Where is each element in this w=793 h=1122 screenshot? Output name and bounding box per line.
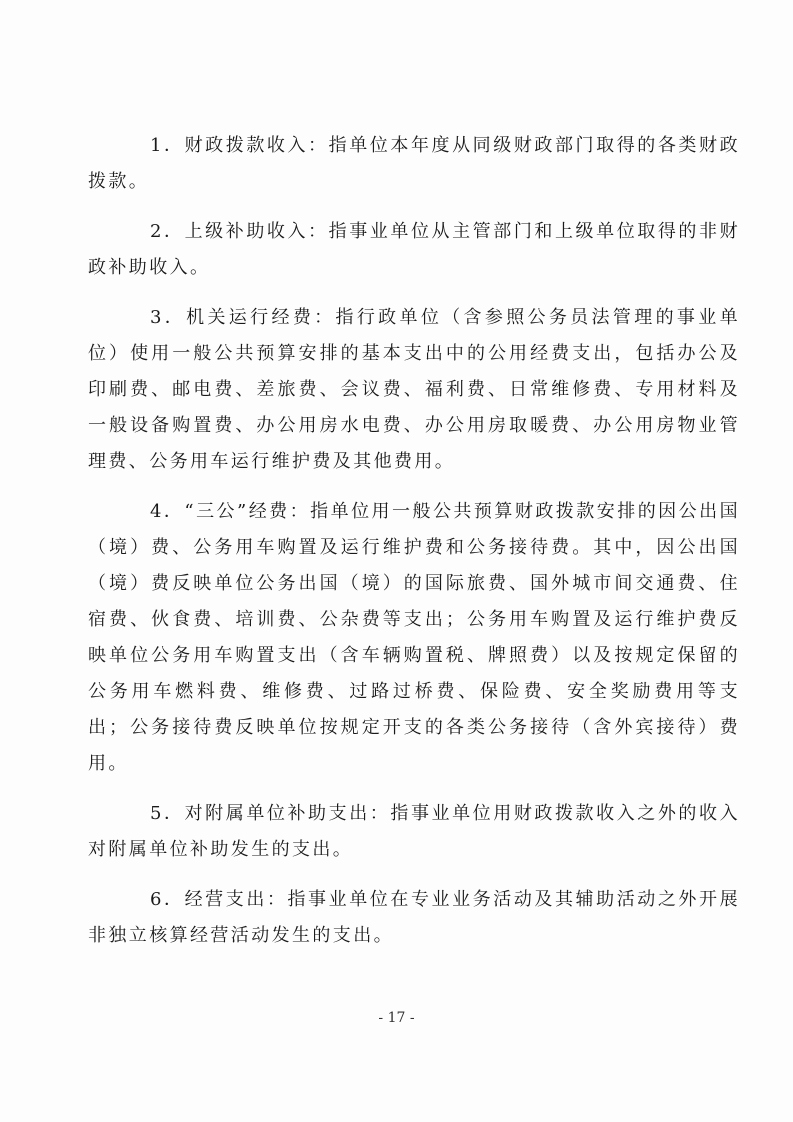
paragraph-5: 5．对附属单位补助支出：指事业单位用财政拨款收入之外的收入对附属单位补助发生的支出。 (88, 803, 740, 860)
paragraph-1: 1．财政拨款收入：指单位本年度从同级财政部门取得的各类财政拨款。 (88, 135, 740, 192)
document-body (88, 128, 740, 968)
paragraph-2: 2．上级补助收入：指事业单位从主管部门和上级单位取得的非财政补助收入。 (88, 221, 740, 278)
page-number: - 17 - (378, 1010, 415, 1026)
paragraph-6: 6．经营支出：指事业单位在专业业务活动及其辅助活动之外开展非独立核算经营活动发生的支出。 (88, 889, 740, 946)
paragraph-3: 3．机关运行经费：指行政单位（含参照公务员法管理的事业单位）使用一般公共预算安排的基本支出中的公用经费支出，包括办公及印刷费、邮电费、差旅费、会议费、福利费、日常维修费、专用材料及一般设备购置费、办公用房水电费、办公用房取暖费、办公用房物业管理费、公务用车运行维护费及其他费用。 (88, 307, 740, 472)
paragraph-4: 4．“三公”经费：指单位用一般公共预算财政拨款安排的因公出国（境）费、公务用车购置及运行维护费和公务接待费。其中，因公出国（境）费反映单位公务出国（境）的国际旅费、国外城市间交通费、住宿费、伙食费、培训费、公杂费等支出；公务用车购置及运行维护费反映单位公务用车购置支出（含车辆购置税、牌照费）以及按规定保留的公务用车燃料费、维修费、过路过桥费、保险费、安全奖励费用等支出；公务接待费反映单位按规定开支的各类公务接待（含外宾接待）费用。 (88, 501, 740, 774)
